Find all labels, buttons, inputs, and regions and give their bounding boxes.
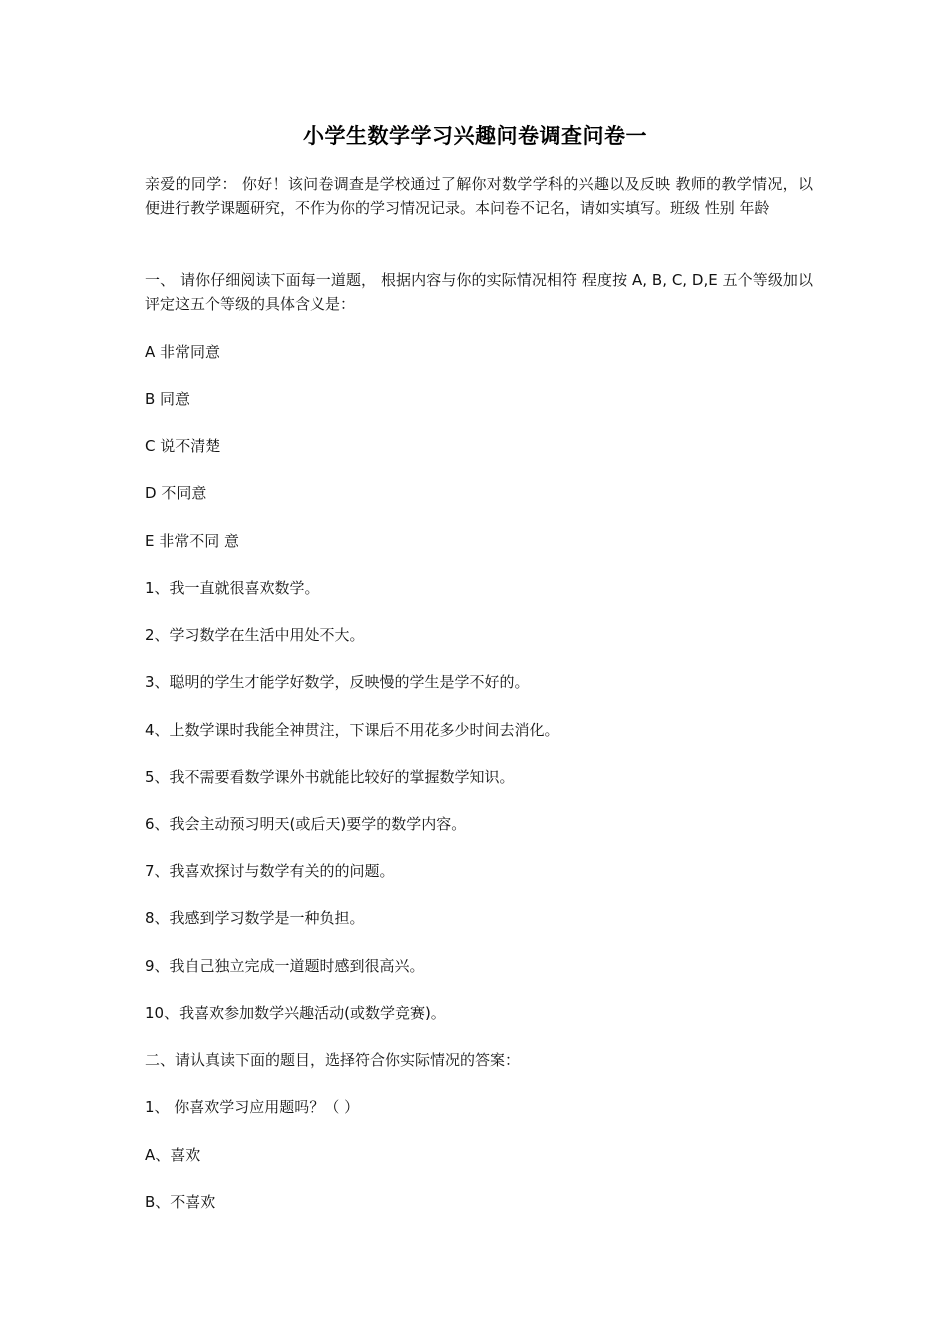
survey-item-1: 1、我一直就很喜欢数学。: [145, 579, 320, 597]
survey-item-6: 6、我会主动预习明天(或后天)要学的数学内容。: [145, 815, 467, 833]
scale-option-c: C 说不清楚: [145, 437, 221, 455]
scale-option-b: B 同意: [145, 390, 191, 408]
survey-item-10: 10、我喜欢参加数学兴趣活动(或数学竞赛)。: [145, 1004, 446, 1022]
document-title: 小学生数学学习兴趣问卷调查问卷一: [303, 124, 647, 148]
survey-item-8: 8、我感到学习数学是一种负担。: [145, 909, 365, 927]
scale-option-e: E 非常不同 意: [145, 532, 240, 550]
survey-item-9: 9、我自己独立完成一道题时感到很高兴。: [145, 957, 425, 975]
survey-item-4: 4、上数学课时我能全神贯注，下课后不用花多少时间去消化。: [145, 721, 560, 739]
survey-item-3: 3、聪明的学生才能学好数学，反映慢的学生是学不好的。: [145, 673, 530, 691]
question-1-option-b: B、不喜欢: [145, 1193, 216, 1211]
survey-item-5: 5、我不需要看数学课外书就能比较好的掌握数学知识。: [145, 768, 515, 786]
section-one-instructions: 一、 请你仔细阅读下面每一道题， 根据内容与你的实际情况相符 程度按 A, B, C, D,E 五个等级加以评定这五个等级的具体含义是：: [145, 271, 813, 313]
scale-option-d: D 不同意: [145, 484, 207, 502]
scale-option-a: A 非常同意: [145, 343, 221, 361]
question-1: 1、 你喜欢学习应用题吗？（ ）: [145, 1098, 360, 1116]
survey-item-7: 7、我喜欢探讨与数学有关的的问题。: [145, 862, 395, 880]
intro-paragraph: 亲爱的同学： 你好！该问卷调查是学校通过了解你对数学学科的兴趣以及反映 教师的教学情况，以便进行教学课题研究，不作为你的学习情况记录。本问卷不记名，请如实填写。班级 性别 年龄: [145, 175, 813, 217]
question-1-option-a: A、喜欢: [145, 1146, 201, 1164]
section-two-instructions: 二、请认真读下面的题目，选择符合你实际情况的答案：: [145, 1051, 521, 1069]
survey-item-2: 2、学习数学在生活中用处不大。: [145, 626, 365, 644]
